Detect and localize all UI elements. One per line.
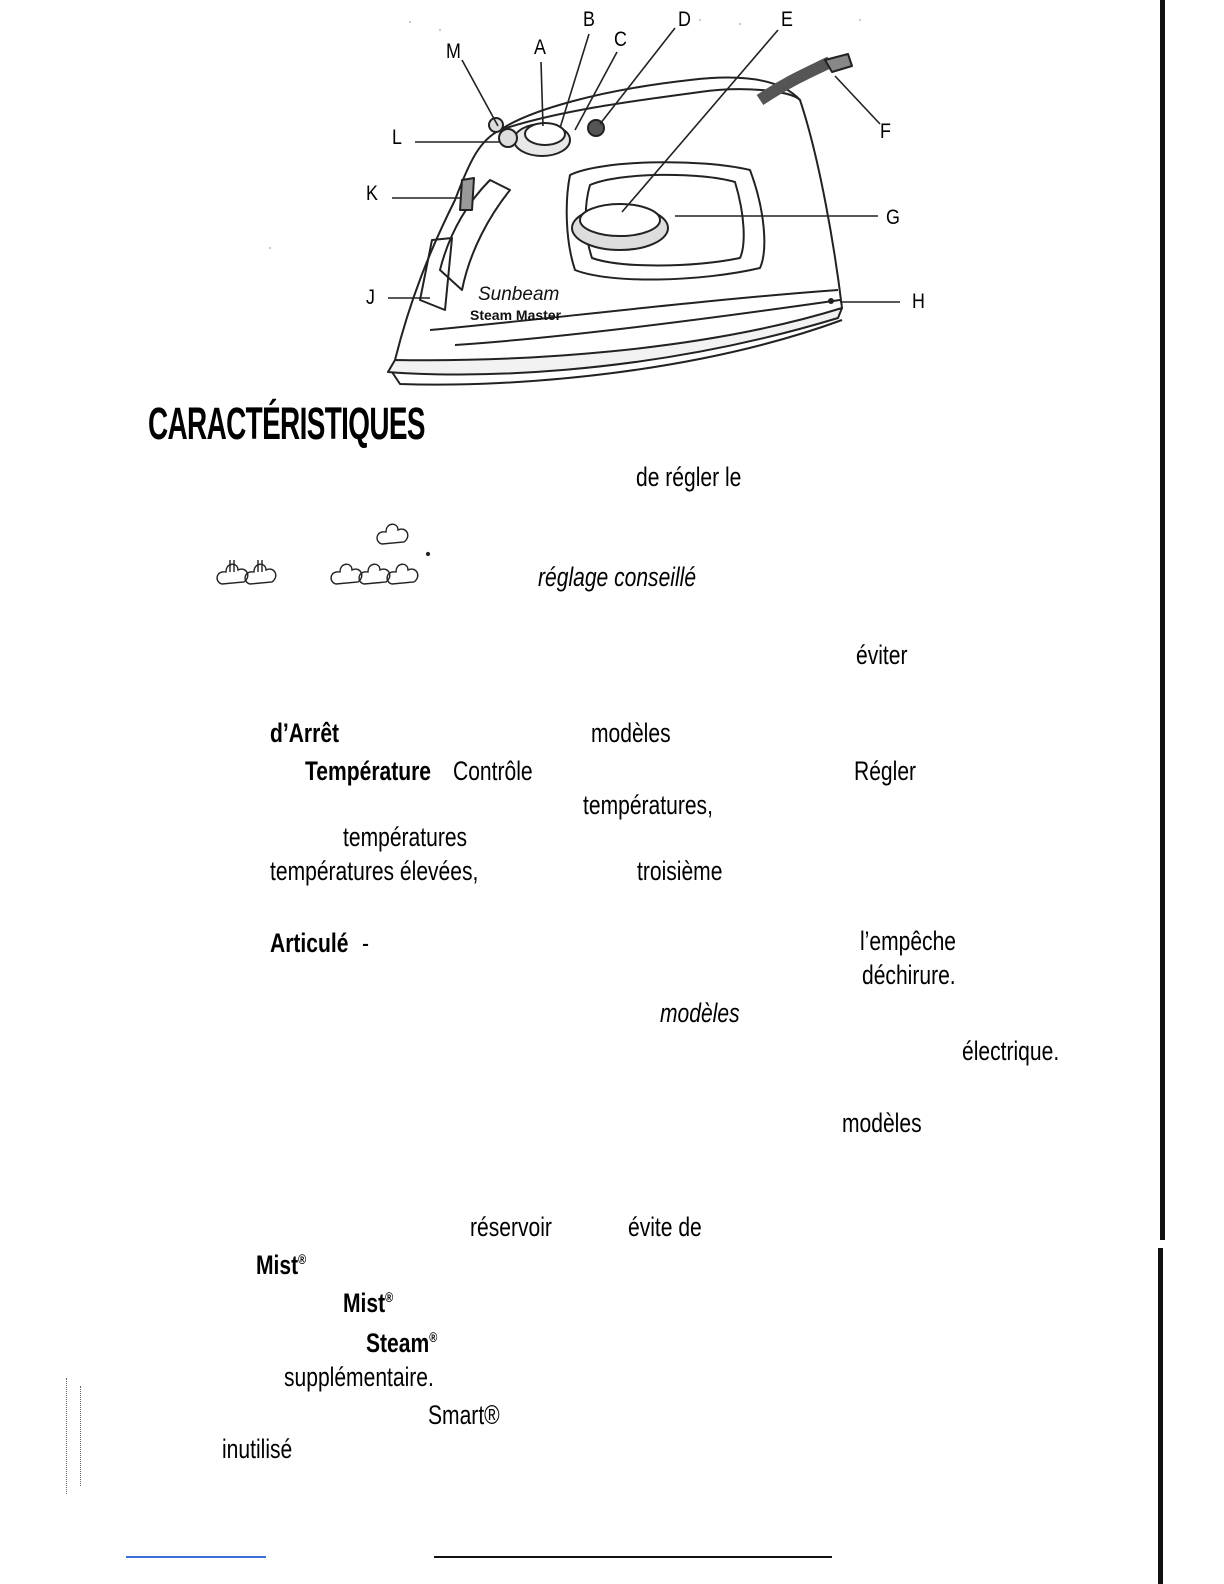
scan-edge-bar-bottom [1158, 1248, 1163, 1584]
steam-setting-icons [214, 522, 454, 602]
text-temperatures-comma: températures, [583, 790, 713, 820]
text-troisieme: troisième [637, 856, 723, 886]
iron-diagram [0, 0, 1224, 400]
footer-rule-black [434, 1556, 832, 1558]
text-temperatures: températures [343, 822, 468, 852]
label-j: J [366, 286, 375, 309]
text-reservoir: réservoir [470, 1212, 552, 1242]
page-title: CARACTÉRISTIQUES [148, 398, 425, 449]
text-modeles-1: modèles [591, 718, 671, 748]
text-temperature: Température [305, 756, 432, 786]
text-regler: Régler [854, 756, 917, 786]
text-mist-1: Mist® [256, 1250, 307, 1280]
label-c: C [614, 28, 627, 51]
footer-rule-blue [126, 1556, 266, 1558]
text-mist-2: Mist® [343, 1288, 394, 1318]
text-dechirure: déchirure. [862, 960, 956, 990]
text-dash: - [362, 928, 370, 958]
label-f: F [880, 120, 891, 143]
label-k: K [366, 182, 378, 205]
text-smart: Smart® [428, 1400, 500, 1430]
text-articule: Articulé [270, 928, 349, 958]
text-inutilise: inutilisé [222, 1434, 293, 1464]
scan-dots-left [66, 1378, 68, 1494]
text-temperatures-elevees: températures élevées, [270, 856, 479, 886]
label-m: M [446, 40, 461, 63]
text-modeles-2: modèles [660, 998, 740, 1028]
scan-edge-bar-top [1160, 0, 1165, 1240]
text-de-regler-le: de régler le [636, 462, 742, 492]
label-b: B [583, 8, 595, 31]
label-h: H [912, 290, 925, 313]
text-modeles-3: modèles [842, 1108, 922, 1138]
text-electrique: électrique. [962, 1036, 1060, 1066]
text-l-empeche: l’empêche [860, 926, 957, 956]
text-d-arret: d’Arrêt [270, 718, 340, 748]
label-l: L [392, 126, 402, 149]
text-steam: Steam® [366, 1328, 438, 1358]
steam-icon-two [217, 560, 276, 584]
label-g: G [886, 206, 900, 229]
label-a: A [534, 36, 546, 59]
text-evite-de: évite de [628, 1212, 702, 1242]
text-supplementaire: supplémentaire. [284, 1362, 434, 1392]
label-e: E [781, 8, 793, 31]
text-controle: Contrôle [453, 756, 533, 786]
label-d: D [678, 8, 691, 31]
brand-logo: Sunbeam [478, 284, 560, 305]
steam-icon-three [331, 524, 429, 584]
scan-dots-left-2 [80, 1386, 82, 1486]
text-reglage-conseille: réglage conseillé [538, 562, 697, 592]
text-eviter: éviter [856, 640, 908, 670]
model-logo: Steam Master [470, 307, 562, 323]
